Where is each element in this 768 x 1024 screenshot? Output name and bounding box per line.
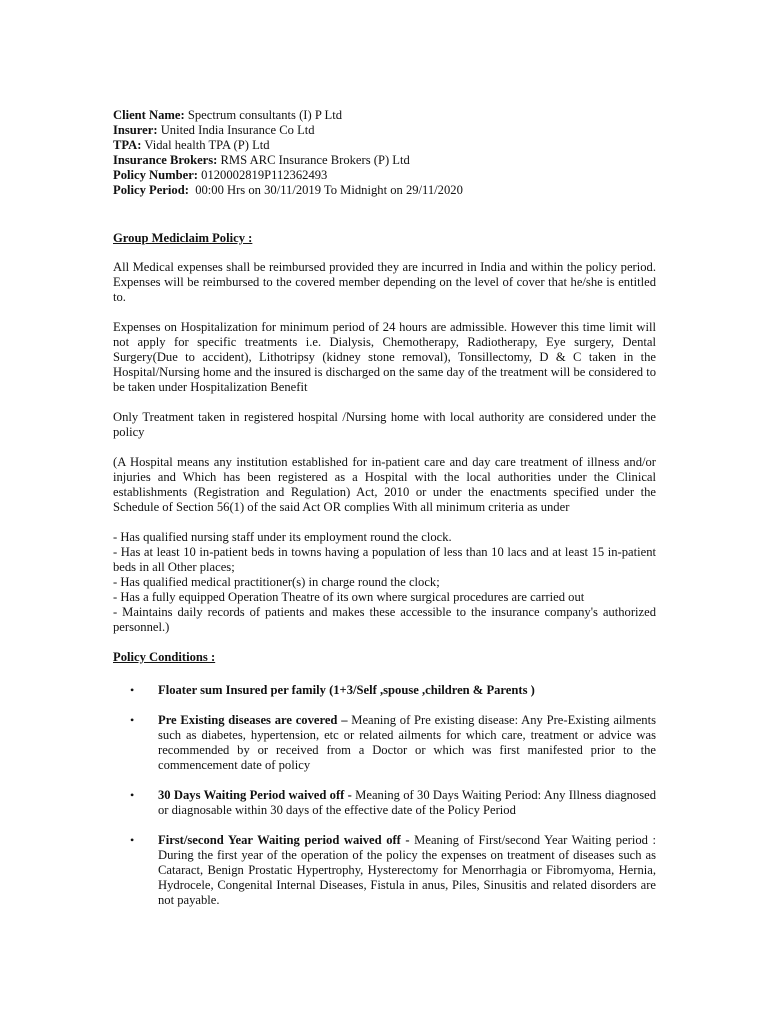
condition-text: Meaning of First/second Year Waiting period : During the first year of the operation of the policy the expenses on treatment of diseases such as Cataract, Benign Prostatic Hypertrophy, Hysterectomy for Menorrhagia or Fibromyoma, Hernia, Hydrocele, Congenital Internal Diseases, Fistula in anus, Piles, Sinusitis and related disorders are not payable. <box>158 833 657 907</box>
bullet-icon: • <box>130 788 135 802</box>
document-content <box>113 108 656 908</box>
insurer-value: United India Insurance Co Ltd <box>160 123 315 137</box>
client-name-value: Spectrum consultants (I) P Ltd <box>187 108 342 122</box>
policy-number-line <box>113 168 656 183</box>
condition-item-floater <box>113 683 656 698</box>
bullet-icon: • <box>130 713 135 727</box>
policy-period-line <box>113 183 656 198</box>
condition-item-pre-existing <box>113 713 656 773</box>
condition-title: Floater sum Insured per family (1+3/Self ,spouse ,children & Parents ) <box>158 683 535 697</box>
tpa-label: TPA: <box>113 138 142 152</box>
bullet-icon: • <box>130 833 135 847</box>
criteria-item: - Has qualified nursing staff under its employment round the clock. <box>113 530 452 544</box>
policy-header <box>113 108 656 198</box>
paragraph-registered-hospital: Only Treatment taken in registered hospital /Nursing home with local authority are considered under the policy <box>113 410 656 439</box>
policy-number-value: 0120002819P112362493 <box>201 168 328 182</box>
condition-title: First/second Year Waiting period waived off - <box>158 833 410 847</box>
tpa-line <box>113 138 656 153</box>
brokers-label: Insurance Brokers: <box>113 153 218 167</box>
brokers-value: RMS ARC Insurance Brokers (P) Ltd <box>220 153 410 167</box>
criteria-item: - Has at least 10 in-patient beds in towns having a population of less than 10 lacs and at least 15 in-patient beds in all Other places; <box>113 545 656 574</box>
insurer-label: Insurer: <box>113 123 158 137</box>
bullet-icon: • <box>130 683 135 697</box>
policy-period-label: Policy Period: <box>113 183 189 197</box>
criteria-item: - Has a fully equipped Operation Theatre of its own where surgical procedures are carried out <box>113 590 585 604</box>
brokers-line <box>113 153 656 168</box>
client-name-line <box>113 108 656 123</box>
tpa-value: Vidal health TPA (P) Ltd <box>144 138 270 152</box>
policy-period-value: 00:00 Hrs on 30/11/2019 To Midnight on 29/11/2020 <box>195 183 463 197</box>
policy-number-label: Policy Number: <box>113 168 198 182</box>
criteria-item: - Maintains daily records of patients and makes these accessible to the insurance company's authorized personnel.) <box>113 605 656 634</box>
paragraph-hospital-definition: (A Hospital means any institution established for in-patient care and day care treatment of illness and/or injuries and Which has been registered as a Hospital with the local authorities under the Clinical establishments (Registration and Regulation) Act, 2010 or under the enactments specified under the Schedule of Section 56(1) of the said Act OR complies With all minimum criteria as under <box>113 455 656 514</box>
policy-conditions-heading: Policy Conditions : <box>113 650 216 664</box>
condition-text: Meaning of 30 Days Waiting Period: Any Illness diagnosed or diagnosable within 30 days of the effective date of the Policy Period <box>158 788 657 817</box>
condition-title: 30 Days Waiting Period waived off - <box>158 788 352 802</box>
policy-conditions-list <box>113 683 656 908</box>
condition-text: Meaning of Pre existing disease: Any Pre-Existing ailments such as diabetes, hypertension, etc or related ailments for which care, treatment or advice was recommended by or received from a Doctor or which was first manifested prior to the commencement date of policy <box>158 713 656 772</box>
group-mediclaim-heading: Group Mediclaim Policy : <box>113 231 253 245</box>
condition-item-first-second-year <box>113 833 656 908</box>
criteria-item: - Has qualified medical practitioner(s) in charge round the clock; <box>113 575 440 589</box>
insurer-line <box>113 123 656 138</box>
paragraph-reimbursement: All Medical expenses shall be reimbursed provided they are incurred in India and within the policy period. Expenses will be reimbursed to the covered member depending on the level of cover that he/she is entitled to. <box>113 260 656 304</box>
paragraph-hospitalization: Expenses on Hospitalization for minimum period of 24 hours are admissible. However this time limit will not apply for specific treatments i.e. Dialysis, Chemotherapy, Radiotherapy, Eye surgery, Dental Surgery(Due to accident), Lithotripsy (kidney stone removal), Tonsillectomy, D & C taken in the Hospital/Nursing home and the insured is discharged on the same day of the treatment will be considered to be taken under Hospitalization Benefit <box>113 320 656 394</box>
condition-item-30-days <box>113 788 656 818</box>
client-name-label: Client Name: <box>113 108 185 122</box>
hospital-criteria-list <box>113 530 656 635</box>
condition-title: Pre Existing diseases are covered – <box>158 713 348 727</box>
